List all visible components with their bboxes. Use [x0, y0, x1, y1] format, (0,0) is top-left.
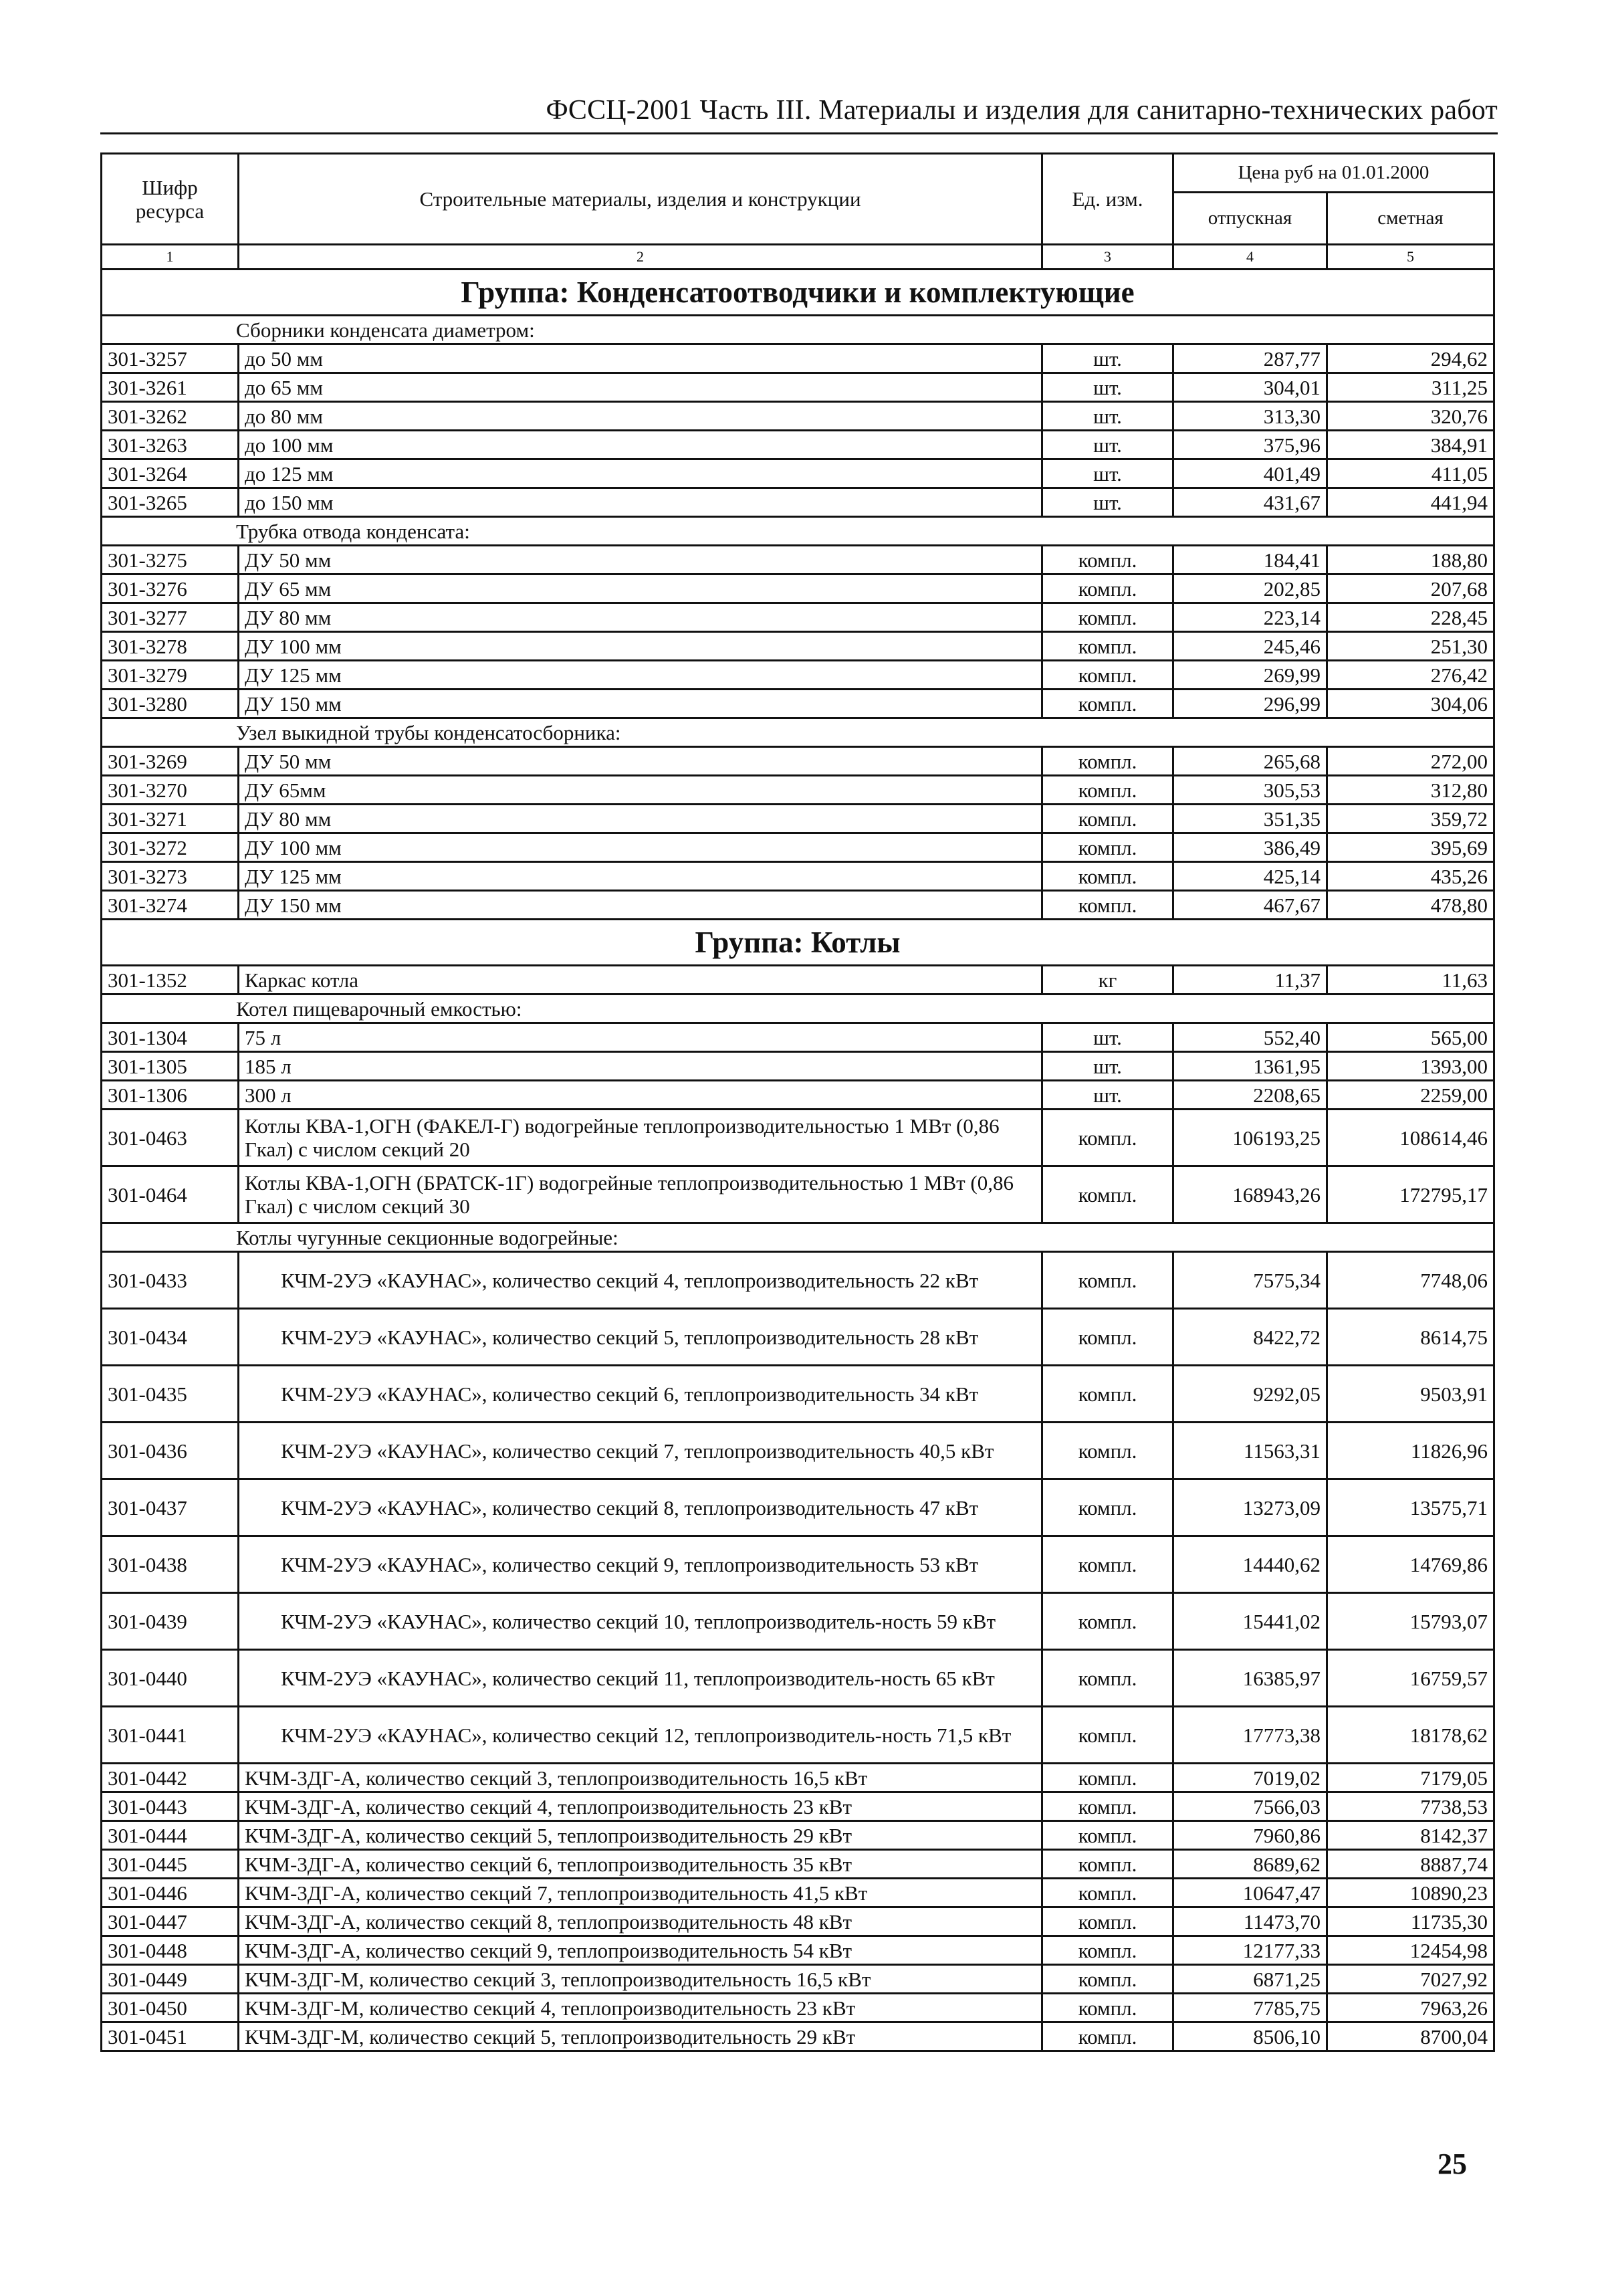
estimate-price: 18178,62	[1327, 1707, 1494, 1764]
material-name: КЧМ-3ДГ-М, количество секций 3, теплопроизводительность 16,5 кВт	[239, 1965, 1042, 1994]
release-price: 265,68	[1173, 747, 1327, 776]
material-name: КЧМ-3ДГ-А, количество секций 6, теплопроизводительность 35 кВт	[239, 1850, 1042, 1879]
release-price: 2208,65	[1173, 1081, 1327, 1110]
material-name: КЧМ-2УЭ «КАУНАС», количество секций 6, теплопроизводительность 34 кВт	[239, 1366, 1042, 1423]
release-price: 15441,02	[1173, 1593, 1327, 1650]
material-name: ДУ 150 мм	[239, 690, 1042, 718]
estimate-price: 435,26	[1327, 862, 1494, 891]
material-name: КЧМ-2УЭ «КАУНАС», количество секций 9, теплопроизводительность 53 кВт	[239, 1536, 1042, 1593]
resource-code: 301-0450	[102, 1994, 239, 2022]
subgroup-heading-row	[102, 1223, 1494, 1252]
unit: компл.	[1042, 1879, 1173, 1907]
table-row	[102, 1707, 1494, 1764]
estimate-price: 108614,46	[1327, 1110, 1494, 1166]
estimate-price: 251,30	[1327, 632, 1494, 661]
release-price: 12177,33	[1173, 1936, 1327, 1965]
resource-code: 301-3276	[102, 575, 239, 603]
unit: шт.	[1042, 431, 1173, 459]
release-price: 11473,70	[1173, 1907, 1327, 1936]
material-name: КЧМ-2УЭ «КАУНАС», количество секций 12, теплопроизводитель-ность 71,5 кВт	[239, 1707, 1042, 1764]
release-price: 305,53	[1173, 776, 1327, 805]
release-price: 7575,34	[1173, 1252, 1327, 1309]
unit: компл.	[1042, 1479, 1173, 1536]
table-row	[102, 1252, 1494, 1309]
release-price: 1361,95	[1173, 1052, 1327, 1081]
estimate-price: 16759,57	[1327, 1650, 1494, 1707]
estimate-price: 1393,00	[1327, 1052, 1494, 1081]
release-price: 7566,03	[1173, 1792, 1327, 1821]
subgroup-title: Сборники конденсата диаметром:	[102, 316, 1494, 344]
release-price: 8506,10	[1173, 2022, 1327, 2051]
unit: компл.	[1042, 1536, 1173, 1593]
resource-code: 301-0440	[102, 1650, 239, 1707]
release-price: 6871,25	[1173, 1965, 1327, 1994]
subgroup-title: Котлы чугунные секционные водогрейные:	[102, 1223, 1494, 1252]
unit: шт.	[1042, 1081, 1173, 1110]
unit: компл.	[1042, 1936, 1173, 1965]
release-price: 467,67	[1173, 891, 1327, 920]
estimate-price: 411,05	[1327, 459, 1494, 488]
unit: компл.	[1042, 1792, 1173, 1821]
table-row	[102, 1792, 1494, 1821]
table-row	[102, 1366, 1494, 1423]
estimate-price: 11735,30	[1327, 1907, 1494, 1936]
unit: компл.	[1042, 1994, 1173, 2022]
material-name: Каркас котла	[239, 966, 1042, 995]
estimate-price: 172795,17	[1327, 1166, 1494, 1223]
table-row	[102, 1023, 1494, 1052]
unit: кг	[1042, 966, 1173, 995]
estimate-price: 188,80	[1327, 546, 1494, 575]
header-unit: Ед. изм.	[1042, 154, 1173, 245]
release-price: 168943,26	[1173, 1166, 1327, 1223]
estimate-price: 294,62	[1327, 344, 1494, 373]
table-row	[102, 776, 1494, 805]
column-number: 4	[1173, 245, 1327, 270]
table-row	[102, 2022, 1494, 2051]
material-name: КЧМ-2УЭ «КАУНАС», количество секций 10, теплопроизводитель-ность 59 кВт	[239, 1593, 1042, 1650]
table-row	[102, 1166, 1494, 1223]
material-name: до 50 мм	[239, 344, 1042, 373]
estimate-price: 15793,07	[1327, 1593, 1494, 1650]
column-number: 5	[1327, 245, 1494, 270]
material-name: ДУ 50 мм	[239, 747, 1042, 776]
unit: компл.	[1042, 776, 1173, 805]
page-header	[100, 94, 1498, 134]
material-name: КЧМ-2УЭ «КАУНАС», количество секций 4, теплопроизводительность 22 кВт	[239, 1252, 1042, 1309]
material-name: ДУ 65 мм	[239, 575, 1042, 603]
unit: компл.	[1042, 833, 1173, 862]
resource-code: 301-0443	[102, 1792, 239, 1821]
material-name: до 150 мм	[239, 488, 1042, 517]
estimate-price: 311,25	[1327, 373, 1494, 402]
column-number: 3	[1042, 245, 1173, 270]
group-title: Группа: Котлы	[102, 920, 1494, 966]
unit: компл.	[1042, 690, 1173, 718]
release-price: 313,30	[1173, 402, 1327, 431]
table-row	[102, 1936, 1494, 1965]
resource-code: 301-0464	[102, 1166, 239, 1223]
unit: компл.	[1042, 546, 1173, 575]
release-price: 431,67	[1173, 488, 1327, 517]
estimate-price: 312,80	[1327, 776, 1494, 805]
resource-code: 301-0447	[102, 1907, 239, 1936]
unit: шт.	[1042, 488, 1173, 517]
subgroup-title: Трубка отвода конденсата:	[102, 517, 1494, 546]
release-price: 14440,62	[1173, 1536, 1327, 1593]
resource-code: 301-0449	[102, 1965, 239, 1994]
estimate-price: 7179,05	[1327, 1764, 1494, 1792]
release-price: 10647,47	[1173, 1879, 1327, 1907]
table-row	[102, 1081, 1494, 1110]
resource-code: 301-3278	[102, 632, 239, 661]
page-number: 25	[1438, 2148, 1467, 2180]
release-price: 7785,75	[1173, 1994, 1327, 2022]
release-price: 16385,97	[1173, 1650, 1327, 1707]
subgroup-heading-row	[102, 517, 1494, 546]
resource-code: 301-3265	[102, 488, 239, 517]
unit: компл.	[1042, 1907, 1173, 1936]
resource-code: 301-0436	[102, 1423, 239, 1479]
table-row	[102, 1423, 1494, 1479]
material-name: ДУ 125 мм	[239, 862, 1042, 891]
resource-code: 301-0434	[102, 1309, 239, 1366]
table-row	[102, 402, 1494, 431]
release-price: 552,40	[1173, 1023, 1327, 1052]
release-price: 8422,72	[1173, 1309, 1327, 1366]
resource-code: 301-3257	[102, 344, 239, 373]
table-row	[102, 1994, 1494, 2022]
unit: компл.	[1042, 1850, 1173, 1879]
unit: компл.	[1042, 1821, 1173, 1850]
estimate-price: 13575,71	[1327, 1479, 1494, 1536]
resource-code: 301-3275	[102, 546, 239, 575]
material-name: КЧМ-3ДГ-А, количество секций 3, теплопроизводительность 16,5 кВт	[239, 1764, 1042, 1792]
estimate-price: 359,72	[1327, 805, 1494, 833]
unit: компл.	[1042, 603, 1173, 632]
release-price: 425,14	[1173, 862, 1327, 891]
material-name: ДУ 50 мм	[239, 546, 1042, 575]
unit: компл.	[1042, 747, 1173, 776]
unit: компл.	[1042, 661, 1173, 690]
group-heading-row	[102, 270, 1494, 316]
unit: компл.	[1042, 575, 1173, 603]
release-price: 269,99	[1173, 661, 1327, 690]
table-row	[102, 1309, 1494, 1366]
table-header-row	[102, 154, 1494, 193]
material-name: до 125 мм	[239, 459, 1042, 488]
table-row	[102, 1536, 1494, 1593]
release-price: 17773,38	[1173, 1707, 1327, 1764]
unit: компл.	[1042, 891, 1173, 920]
page-header-title: ФССЦ-2001 Часть III. Материалы и изделия для санитарно-технических работ	[546, 95, 1498, 126]
estimate-price: 228,45	[1327, 603, 1494, 632]
release-price: 245,46	[1173, 632, 1327, 661]
resource-code: 301-1305	[102, 1052, 239, 1081]
material-name: КЧМ-3ДГ-М, количество секций 5, теплопроизводительность 29 кВт	[239, 2022, 1042, 2051]
table-row	[102, 344, 1494, 373]
release-price: 8689,62	[1173, 1850, 1327, 1879]
resource-code: 301-0446	[102, 1879, 239, 1907]
estimate-price: 8700,04	[1327, 2022, 1494, 2051]
subgroup-heading-row	[102, 995, 1494, 1023]
material-name: КЧМ-2УЭ «КАУНАС», количество секций 5, теплопроизводительность 28 кВт	[239, 1309, 1042, 1366]
unit: компл.	[1042, 2022, 1173, 2051]
unit: компл.	[1042, 1593, 1173, 1650]
estimate-price: 7963,26	[1327, 1994, 1494, 2022]
unit: компл.	[1042, 1650, 1173, 1707]
unit: шт.	[1042, 1052, 1173, 1081]
material-name: 185 л	[239, 1052, 1042, 1081]
material-name: до 65 мм	[239, 373, 1042, 402]
estimate-price: 304,06	[1327, 690, 1494, 718]
material-name: ДУ 100 мм	[239, 632, 1042, 661]
table-row	[102, 690, 1494, 718]
table-row	[102, 862, 1494, 891]
unit: компл.	[1042, 1110, 1173, 1166]
resource-code: 301-3279	[102, 661, 239, 690]
resource-code: 301-1304	[102, 1023, 239, 1052]
release-price: 7019,02	[1173, 1764, 1327, 1792]
release-price: 13273,09	[1173, 1479, 1327, 1536]
resource-code: 301-0441	[102, 1707, 239, 1764]
material-name: КЧМ-3ДГ-А, количество секций 4, теплопроизводительность 23 кВт	[239, 1792, 1042, 1821]
estimate-price: 8887,74	[1327, 1850, 1494, 1879]
release-price: 304,01	[1173, 373, 1327, 402]
subgroup-title: Котел пищеварочный емкостью:	[102, 995, 1494, 1023]
material-name: Котлы КВА-1,ОГН (БРАТСК-1Г) водогрейные теплопроизводительностью 1 МВт (0,86 Гкал) с числом секций 30	[239, 1166, 1042, 1223]
release-price: 401,49	[1173, 459, 1327, 488]
price-table	[100, 152, 1495, 2052]
header-code: Шифр ресурса	[102, 154, 239, 245]
estimate-price: 565,00	[1327, 1023, 1494, 1052]
resource-code: 301-1352	[102, 966, 239, 995]
table-row	[102, 632, 1494, 661]
table-row	[102, 661, 1494, 690]
table-row	[102, 1879, 1494, 1907]
unit: шт.	[1042, 373, 1173, 402]
estimate-price: 320,76	[1327, 402, 1494, 431]
material-name: КЧМ-3ДГ-А, количество секций 7, теплопроизводительность 41,5 кВт	[239, 1879, 1042, 1907]
unit: компл.	[1042, 1252, 1173, 1309]
release-price: 106193,25	[1173, 1110, 1327, 1166]
estimate-price: 441,94	[1327, 488, 1494, 517]
table-row	[102, 1052, 1494, 1081]
estimate-price: 10890,23	[1327, 1879, 1494, 1907]
estimate-price: 9503,91	[1327, 1366, 1494, 1423]
table-row	[102, 373, 1494, 402]
resource-code: 301-0437	[102, 1479, 239, 1536]
unit: компл.	[1042, 805, 1173, 833]
table-row	[102, 431, 1494, 459]
resource-code: 301-1306	[102, 1081, 239, 1110]
resource-code: 301-0444	[102, 1821, 239, 1850]
unit: компл.	[1042, 1764, 1173, 1792]
unit: компл.	[1042, 1309, 1173, 1366]
subgroup-heading-row	[102, 316, 1494, 344]
unit: шт.	[1042, 344, 1173, 373]
material-name: КЧМ-3ДГ-А, количество секций 8, теплопроизводительность 48 кВт	[239, 1907, 1042, 1936]
resource-code: 301-3262	[102, 402, 239, 431]
column-number: 2	[239, 245, 1042, 270]
table-row	[102, 805, 1494, 833]
unit: компл.	[1042, 1423, 1173, 1479]
material-name: КЧМ-2УЭ «КАУНАС», количество секций 11, теплопроизводитель-ность 65 кВт	[239, 1650, 1042, 1707]
unit: компл.	[1042, 1707, 1173, 1764]
unit: шт.	[1042, 1023, 1173, 1052]
release-price: 9292,05	[1173, 1366, 1327, 1423]
material-name: ДУ 80 мм	[239, 603, 1042, 632]
table-row	[102, 966, 1494, 995]
column-number-row	[102, 245, 1494, 270]
material-name: КЧМ-2УЭ «КАУНАС», количество секций 8, теплопроизводительность 47 кВт	[239, 1479, 1042, 1536]
price-table-body	[102, 154, 1494, 2051]
resource-code: 301-0451	[102, 2022, 239, 2051]
material-name: КЧМ-3ДГ-М, количество секций 4, теплопроизводительность 23 кВт	[239, 1994, 1042, 2022]
estimate-price: 7748,06	[1327, 1252, 1494, 1309]
table-row	[102, 1907, 1494, 1936]
release-price: 351,35	[1173, 805, 1327, 833]
resource-code: 301-0438	[102, 1536, 239, 1593]
unit: компл.	[1042, 632, 1173, 661]
release-price: 386,49	[1173, 833, 1327, 862]
release-price: 202,85	[1173, 575, 1327, 603]
resource-code: 301-0439	[102, 1593, 239, 1650]
material-name: 300 л	[239, 1081, 1042, 1110]
resource-code: 301-3272	[102, 833, 239, 862]
unit: компл.	[1042, 862, 1173, 891]
estimate-price: 384,91	[1327, 431, 1494, 459]
material-name: КЧМ-3ДГ-А, количество секций 5, теплопроизводительность 29 кВт	[239, 1821, 1042, 1850]
release-price: 223,14	[1173, 603, 1327, 632]
table-row	[102, 1821, 1494, 1850]
material-name: ДУ 125 мм	[239, 661, 1042, 690]
estimate-price: 12454,98	[1327, 1936, 1494, 1965]
table-row	[102, 1479, 1494, 1536]
estimate-price: 207,68	[1327, 575, 1494, 603]
table-row	[102, 891, 1494, 920]
resource-code: 301-0448	[102, 1936, 239, 1965]
table-row	[102, 1965, 1494, 1994]
estimate-price: 8614,75	[1327, 1309, 1494, 1366]
header-name: Строительные материалы, изделия и конструкции	[239, 154, 1042, 245]
material-name: ДУ 150 мм	[239, 891, 1042, 920]
material-name: до 100 мм	[239, 431, 1042, 459]
table-row	[102, 1850, 1494, 1879]
release-price: 11,37	[1173, 966, 1327, 995]
header-release-price: отпускная	[1173, 193, 1327, 245]
resource-code: 301-3261	[102, 373, 239, 402]
resource-code: 301-3271	[102, 805, 239, 833]
table-row	[102, 603, 1494, 632]
table-row	[102, 747, 1494, 776]
unit: шт.	[1042, 402, 1173, 431]
estimate-price: 272,00	[1327, 747, 1494, 776]
estimate-price: 8142,37	[1327, 1821, 1494, 1850]
resource-code: 301-3273	[102, 862, 239, 891]
table-row	[102, 459, 1494, 488]
estimate-price: 2259,00	[1327, 1081, 1494, 1110]
table-row	[102, 546, 1494, 575]
header-estimate-price: сметная	[1327, 193, 1494, 245]
resource-code: 301-0435	[102, 1366, 239, 1423]
table-row	[102, 1593, 1494, 1650]
estimate-price: 11,63	[1327, 966, 1494, 995]
resource-code: 301-0445	[102, 1850, 239, 1879]
material-name: Котлы КВА-1,ОГН (ФАКЕЛ-Г) водогрейные теплопроизводительностью 1 МВт (0,86 Гкал) с числом секций 20	[239, 1110, 1042, 1166]
material-name: КЧМ-3ДГ-А, количество секций 9, теплопроизводительность 54 кВт	[239, 1936, 1042, 1965]
material-name: до 80 мм	[239, 402, 1042, 431]
resource-code: 301-0433	[102, 1252, 239, 1309]
release-price: 287,77	[1173, 344, 1327, 373]
resource-code: 301-0442	[102, 1764, 239, 1792]
release-price: 7960,86	[1173, 1821, 1327, 1850]
resource-code: 301-3263	[102, 431, 239, 459]
material-name: ДУ 65мм	[239, 776, 1042, 805]
unit: компл.	[1042, 1965, 1173, 1994]
estimate-price: 7027,92	[1327, 1965, 1494, 1994]
release-price: 11563,31	[1173, 1423, 1327, 1479]
estimate-price: 14769,86	[1327, 1536, 1494, 1593]
release-price: 296,99	[1173, 690, 1327, 718]
estimate-price: 11826,96	[1327, 1423, 1494, 1479]
resource-code: 301-3274	[102, 891, 239, 920]
table-row	[102, 833, 1494, 862]
estimate-price: 276,42	[1327, 661, 1494, 690]
group-title: Группа: Конденсатоотводчики и комплектующие	[102, 270, 1494, 316]
resource-code: 301-0463	[102, 1110, 239, 1166]
table-row	[102, 1650, 1494, 1707]
resource-code: 301-3280	[102, 690, 239, 718]
table-row	[102, 575, 1494, 603]
column-number: 1	[102, 245, 239, 270]
estimate-price: 478,80	[1327, 891, 1494, 920]
unit: компл.	[1042, 1366, 1173, 1423]
material-name: КЧМ-2УЭ «КАУНАС», количество секций 7, теплопроизводительность 40,5 кВт	[239, 1423, 1042, 1479]
table-row	[102, 488, 1494, 517]
resource-code: 301-3277	[102, 603, 239, 632]
subgroup-heading-row	[102, 718, 1494, 747]
subgroup-title: Узел выкидной трубы конденсатосборника:	[102, 718, 1494, 747]
unit: компл.	[1042, 1166, 1173, 1223]
group-heading-row	[102, 920, 1494, 966]
header-price: Цена руб на 01.01.2000	[1173, 154, 1494, 193]
table-row	[102, 1764, 1494, 1792]
unit: шт.	[1042, 459, 1173, 488]
material-name: ДУ 80 мм	[239, 805, 1042, 833]
material-name: 75 л	[239, 1023, 1042, 1052]
material-name: ДУ 100 мм	[239, 833, 1042, 862]
estimate-price: 7738,53	[1327, 1792, 1494, 1821]
estimate-price: 395,69	[1327, 833, 1494, 862]
resource-code: 301-3270	[102, 776, 239, 805]
release-price: 375,96	[1173, 431, 1327, 459]
resource-code: 301-3264	[102, 459, 239, 488]
release-price: 184,41	[1173, 546, 1327, 575]
table-row	[102, 1110, 1494, 1166]
resource-code: 301-3269	[102, 747, 239, 776]
